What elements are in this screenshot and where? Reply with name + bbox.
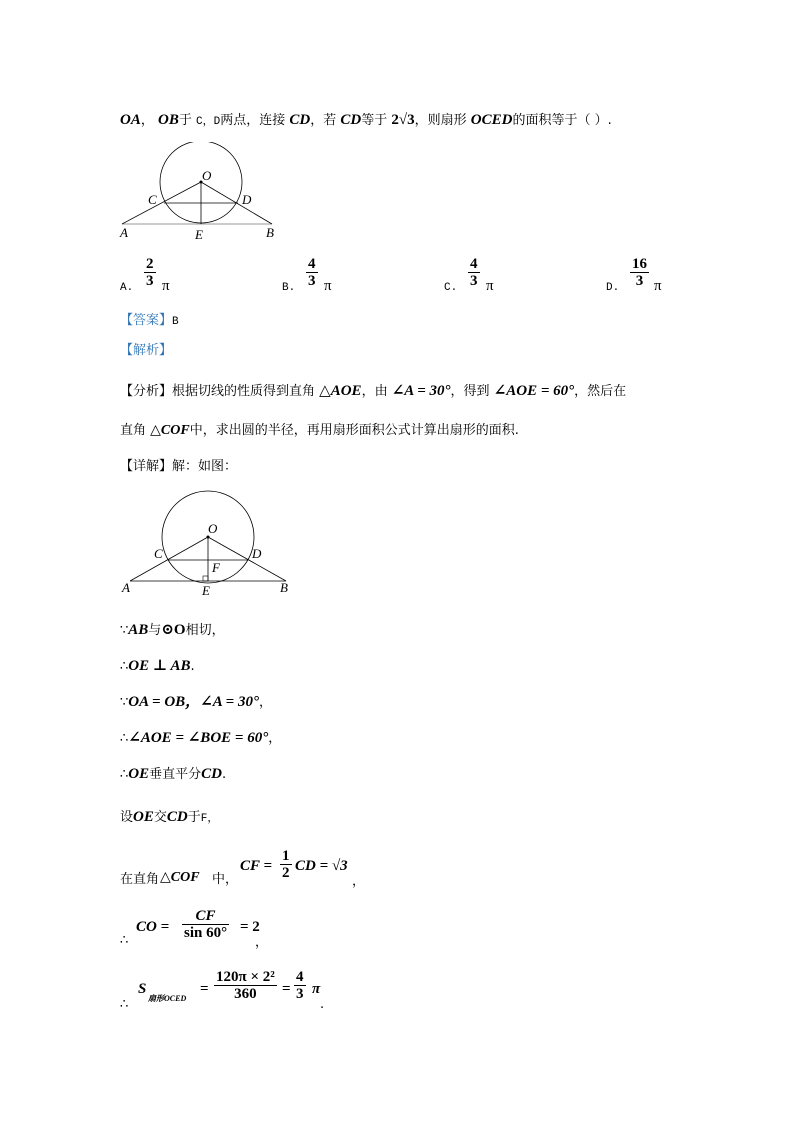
answer-line bbox=[120, 311, 179, 332]
step-4: ∴∠AOE = ∠BOE = 60°， bbox=[120, 730, 282, 746]
svg-text:A: A bbox=[122, 580, 130, 595]
circle-tangent-diagram-detail bbox=[118, 488, 298, 598]
step-1: ∵AB与⊙O相切， bbox=[120, 622, 225, 638]
step-6: 设OE交CD于F， bbox=[120, 809, 219, 825]
svg-text:O: O bbox=[208, 521, 218, 536]
svg-text:C: C bbox=[148, 192, 157, 207]
svg-text:A: A bbox=[120, 225, 128, 240]
analysis-header: 【解析】 bbox=[120, 343, 173, 358]
svg-text:E: E bbox=[202, 583, 210, 598]
analysis-line-2: 直角 △COF中，求出圆的半径，再用扇形面积公式计算出扇形的面积. bbox=[120, 423, 519, 438]
svg-text:B: B bbox=[266, 225, 274, 240]
svg-text:F: F bbox=[212, 560, 220, 575]
detail-label: 【详解】 bbox=[120, 459, 173, 474]
math-2sqrt3: 2√3 bbox=[391, 112, 415, 128]
math-ob: OB bbox=[158, 112, 179, 128]
svg-text:E: E bbox=[195, 227, 203, 242]
math-oced: OCED bbox=[470, 112, 513, 128]
svg-text:O: O bbox=[202, 168, 212, 183]
step-5: ∴OE垂直平分CD. bbox=[120, 766, 227, 782]
analysis-label: 【分析】 bbox=[120, 384, 173, 399]
answer-value: B bbox=[172, 316, 179, 328]
svg-text:D: D bbox=[242, 192, 252, 207]
svg-text:B: B bbox=[280, 580, 288, 595]
step-3: ∵OA = OB，∠A = 30°， bbox=[120, 694, 272, 710]
step-2: ∴OE ⊥ AB. bbox=[120, 658, 195, 674]
math-cd: CD bbox=[289, 112, 311, 128]
svg-text:C: C bbox=[154, 546, 163, 561]
math-oa: OA bbox=[120, 112, 141, 128]
svg-text:D: D bbox=[252, 546, 262, 561]
answer-label: 【答案】 bbox=[120, 313, 173, 328]
geometry-figure-2 bbox=[118, 488, 298, 598]
circle-tangent-diagram bbox=[118, 142, 288, 242]
detail-line: 【详解】解：如图： bbox=[120, 459, 238, 474]
question-text: OA， OB于 C，D两点，连接 CD，若 CD等于 2√3，则扇形 OCED的面积等于（ ）. bbox=[120, 112, 612, 128]
geometry-figure-1 bbox=[118, 142, 288, 242]
analysis-line-1: 【分析】根据切线的性质得到直角 △AOE，由 ∠A = 30°，得到 ∠AOE = 60°，然后在 bbox=[120, 383, 627, 399]
math-cd: CD bbox=[340, 112, 362, 128]
